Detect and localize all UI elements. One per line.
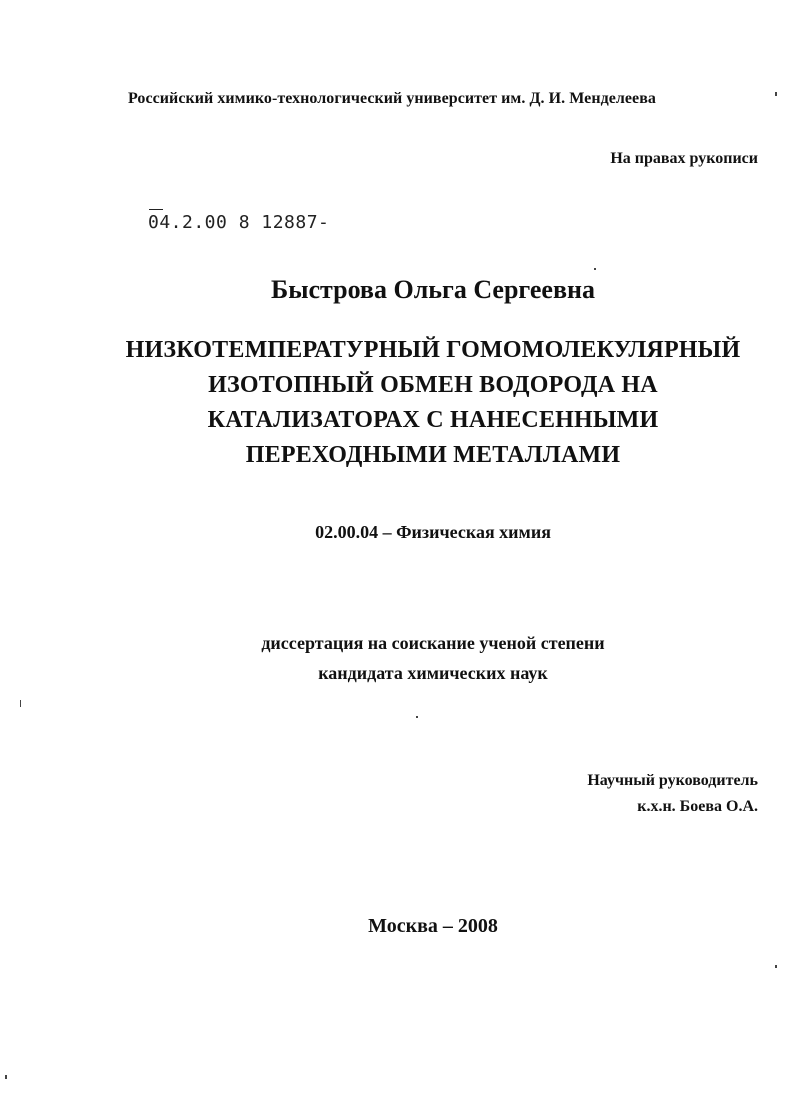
degree-line: диссертация на соискание ученой степени bbox=[261, 633, 605, 653]
scan-speck bbox=[5, 1075, 7, 1079]
title-line: ИЗОТОПНЫЙ ОБМЕН ВОДОРОДА НА bbox=[208, 372, 658, 398]
document-number-stamp: 04.2.00 8 12887- bbox=[148, 212, 330, 233]
scan-speck bbox=[20, 700, 21, 707]
supervisor-block bbox=[587, 768, 758, 820]
city-year: Москва – 2008 bbox=[368, 915, 498, 937]
title-line: КАТАЛИЗАТОРАХ С НАНЕСЕННЫМИ bbox=[207, 407, 659, 433]
degree-statement bbox=[0, 628, 791, 688]
degree-line: кандидата химических наук bbox=[318, 663, 548, 683]
rights-notice: На правах рукописи bbox=[610, 150, 758, 167]
scan-speck bbox=[775, 92, 777, 96]
dissertation-title bbox=[0, 333, 791, 473]
supervisor-role: Научный руководитель bbox=[587, 772, 758, 789]
title-line: НИЗКОТЕМПЕРАТУРНЫЙ ГОМОМОЛЕКУЛЯРНЫЙ bbox=[125, 337, 741, 363]
university-name: Российский химико-технологический университет им. Д. И. Менделеева bbox=[128, 90, 656, 107]
scan-speck bbox=[594, 268, 596, 270]
author-name: Быстрова Ольга Сергеевна bbox=[271, 275, 595, 304]
scan-speck bbox=[416, 716, 418, 718]
specialty-code: 02.00.04 – Физическая химия bbox=[315, 522, 551, 542]
scan-speck bbox=[775, 965, 777, 968]
title-line: ПЕРЕХОДНЫМИ МЕТАЛЛАМИ bbox=[245, 442, 621, 468]
supervisor-name: к.х.н. Боева О.А. bbox=[637, 798, 758, 815]
